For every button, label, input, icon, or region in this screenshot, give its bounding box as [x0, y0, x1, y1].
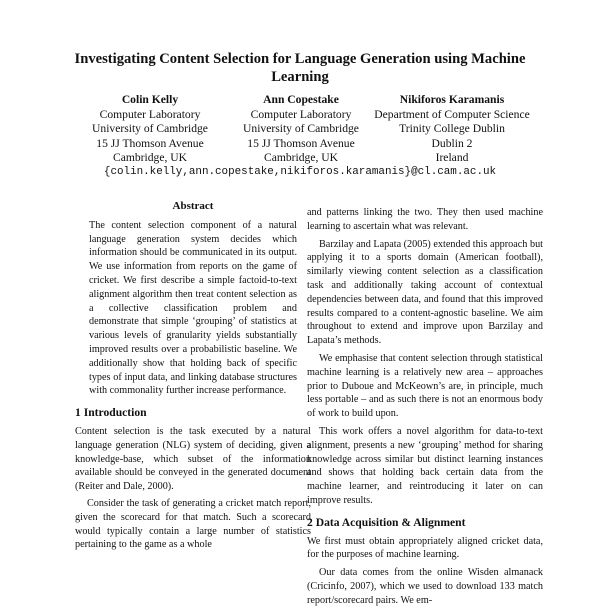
left-column — [75, 200, 311, 552]
abstract-heading: Abstract — [172, 200, 214, 212]
paragraph: and patterns linking the two. They then used machine learning to ascertain what was relevant. — [307, 207, 543, 232]
author-affiliation-line: Dublin 2 — [431, 136, 473, 150]
section-heading-introduction: 1 Introduction — [75, 406, 147, 420]
author-name: Ann Copestake — [263, 93, 339, 106]
author-emails: {colin.kelly,ann.copestake,nikiforos.karamanis}@cl.cam.ac.uk — [103, 166, 497, 178]
section-heading-data-acquisition: 2 Data Acquisition & Alignment — [307, 515, 466, 529]
paper-title: Investigating Content Selection for Language Generation using Machine Learning — [74, 51, 526, 85]
right-column — [307, 206, 543, 608]
author-name: Colin Kelly — [121, 93, 179, 106]
author-affiliation-line: Cambridge, UK — [112, 151, 188, 164]
paragraph: We first must obtain appropriately aligned cricket data, for the purposes of machine learning. — [307, 535, 543, 561]
author-affiliation-line: 15 JJ Thomson Avenue — [96, 136, 204, 150]
author-affiliation-line: University of Cambridge — [92, 122, 208, 135]
paragraph: Content selection is the task executed by a natural language generation (NLG) system of deciding, given a knowledge-base, which subset of the information available should be conveyed in the generated document (Reiter and Dale, 2000). — [75, 425, 311, 493]
paragraph: Barzilay and Lapata (2005) extended this approach but applying it to a sports domain (American football), similarly viewing content selection as a classification task and additionally taking account of contextual dependencies between data, and found that this improved results compared to a content-agnostic baseline. We aim throughout to extend and improve upon Barzilay and Lapata’s methods. — [307, 238, 543, 347]
abstract-text: The content selection component of a natural language generation system decides which information should be communicated in its output. We use information from reports on the game of cricket. We first describe a simple factoid-to-text alignment algorithm then treat content selection as a collective classification problem and demonstrate that simple ‘grouping’ of statistics at various levels of granularity yields substantially improved results over a probabilistic baseline. We additionally show that holding back of specific types of input data, and linking database structures with commonality further increase performance. — [89, 219, 297, 397]
paragraph: This work offers a novel algorithm for data-to-text alignment, presents a new ‘grouping’ method for sharing knowledge across similar but distinct learning instances and shows that holding back certain data from the machine learner, and reintroducing it later on can improve results. — [307, 425, 543, 506]
author-name: Nikiforos Karamanis — [399, 93, 505, 106]
author-affiliation-line: Computer Laboratory — [250, 107, 352, 121]
author-affiliation-line: 15 JJ Thomson Avenue — [247, 136, 355, 150]
author-affiliation-line: Department of Computer Science — [374, 107, 530, 121]
paragraph: We emphasise that content selection through statistical machine learning is a relatively new area – approaches prior to Duboue and McKeown’s are, in principle, much less portable – and as such there is not an enormous body of work to build upon. — [307, 352, 543, 420]
paragraph: Consider the task of generating a cricket match report, given the scorecard for that match. Such a scorecard would typically contain a large number of statistics pertaining to the game as a whole — [75, 497, 311, 551]
author-affiliation-line: Computer Laboratory — [99, 107, 201, 121]
author-affiliation-line: Ireland — [435, 151, 469, 164]
author-affiliation-line: Trinity College Dublin — [399, 122, 505, 135]
author-block-3 — [362, 93, 542, 166]
author-affiliation-line: University of Cambridge — [243, 122, 359, 135]
paragraph: Our data comes from the online Wisden almanack (Cricinfo, 2007), which we used to download 133 match report/scorecard pairs. We em- — [307, 567, 543, 606]
author-affiliation-line: Cambridge, UK — [263, 151, 339, 164]
